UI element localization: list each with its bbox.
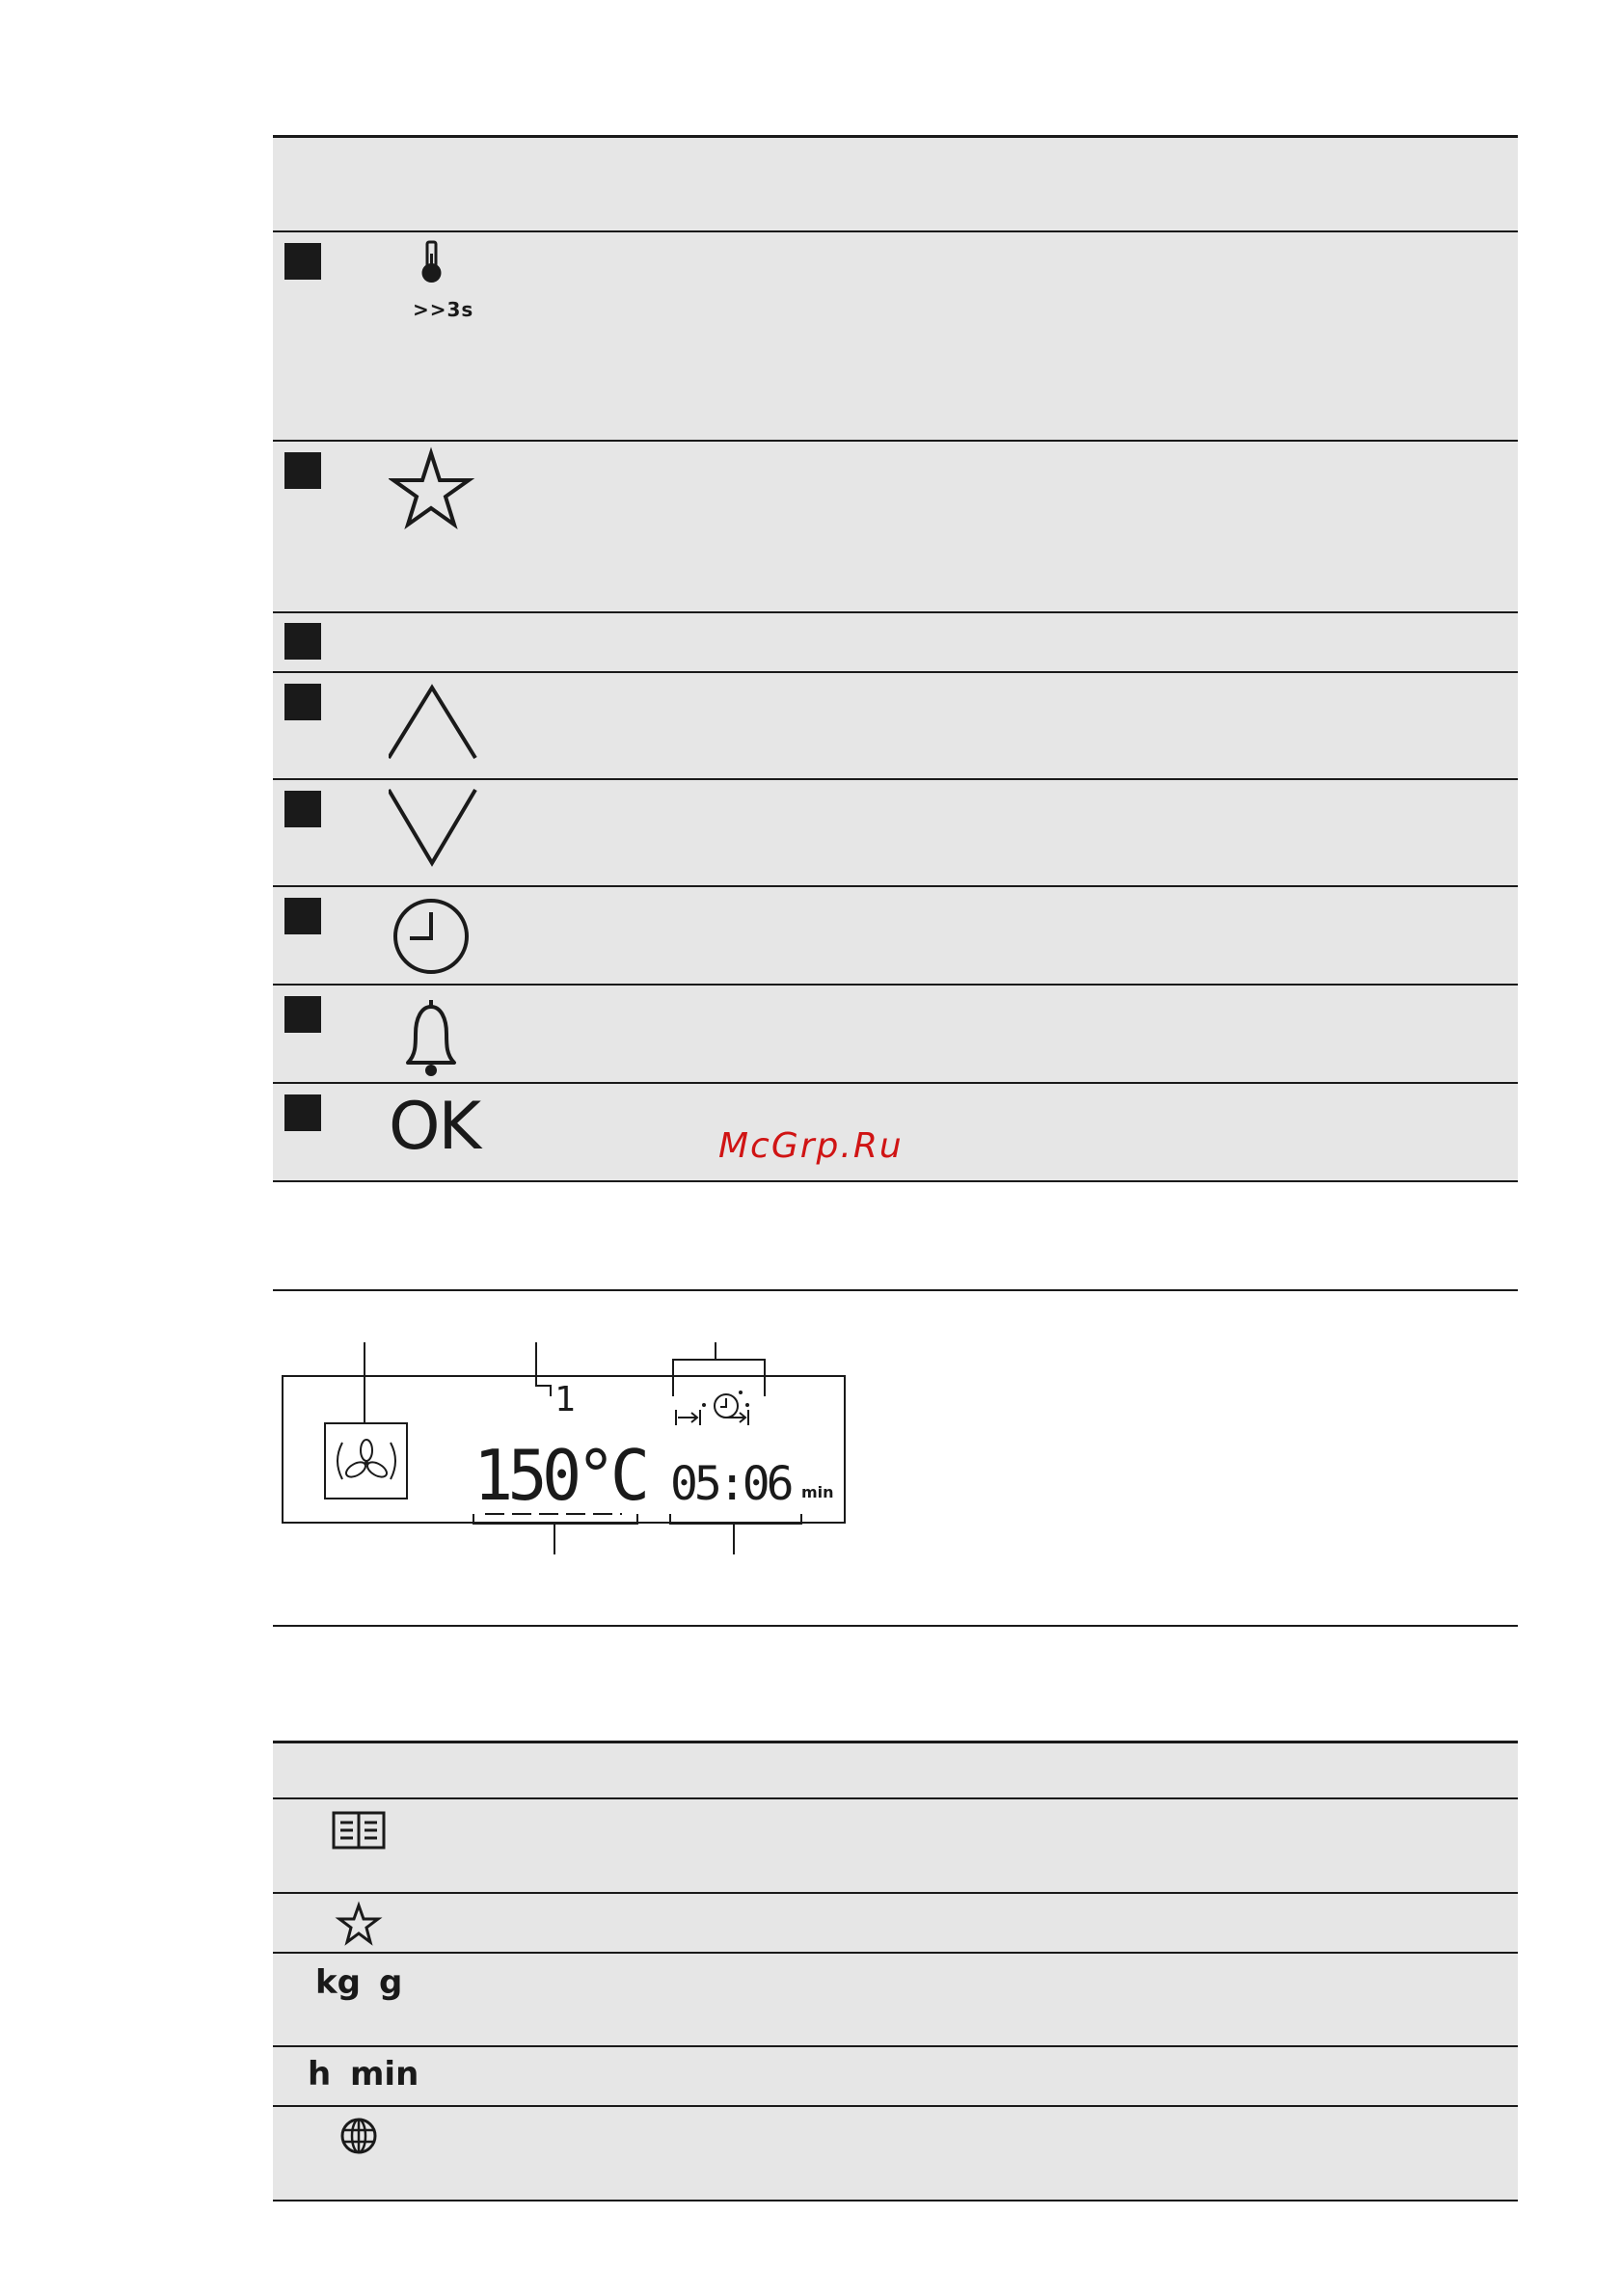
section-divider — [273, 1625, 1518, 1627]
table-row — [273, 613, 1518, 673]
gram-unit: g — [379, 1963, 403, 2002]
row-marker — [284, 996, 321, 1033]
table-row — [273, 887, 1518, 986]
minute-unit: min — [350, 2055, 419, 2093]
kilogram-unit: kg — [315, 1963, 361, 2002]
hour-unit: h — [308, 2055, 332, 2093]
table-row — [273, 2047, 1518, 2107]
row-marker — [284, 684, 321, 720]
section-divider — [273, 1289, 1518, 1291]
row-marker — [284, 243, 321, 280]
row-marker — [284, 1094, 321, 1131]
hold-3s-label: >>3s — [413, 298, 474, 321]
table-row — [273, 673, 1518, 780]
time-readout: 05:06 — [670, 1457, 791, 1511]
star-small-icon — [273, 1894, 427, 1952]
bell-icon — [389, 986, 533, 1087]
table-row — [273, 986, 1518, 1084]
down-arrow-icon — [389, 780, 533, 889]
watermark: McGrp.Ru — [718, 1126, 904, 1166]
table-row — [273, 1954, 1518, 2047]
shelf-level: 1 — [554, 1380, 576, 1419]
table-row — [273, 232, 1518, 442]
globe-icon — [273, 2107, 427, 2200]
table-row — [273, 1894, 1518, 1954]
table-row — [273, 780, 1518, 887]
display-figure — [273, 1331, 890, 1581]
display-symbols-table — [273, 1741, 1518, 2201]
clock-icon — [389, 887, 533, 988]
table-row — [273, 442, 1518, 613]
row-marker — [284, 791, 321, 827]
row-marker — [284, 623, 321, 660]
timer-clock-icon — [712, 1387, 750, 1430]
table-row — [273, 1799, 1518, 1894]
time-unit-label: min — [801, 1483, 834, 1501]
fan-icon — [329, 1427, 404, 1499]
star-icon — [389, 442, 533, 543]
table-header — [273, 135, 1518, 232]
row-marker — [284, 452, 321, 489]
table-header — [273, 1741, 1518, 1799]
ok-icon: OK — [389, 1089, 480, 1165]
up-arrow-icon — [389, 673, 533, 782]
table-row — [273, 2107, 1518, 2201]
book-icon — [273, 1799, 427, 1892]
row-marker — [284, 898, 321, 934]
control-panel-table — [273, 135, 1518, 1182]
temperature-readout: 150°C — [473, 1435, 645, 1516]
